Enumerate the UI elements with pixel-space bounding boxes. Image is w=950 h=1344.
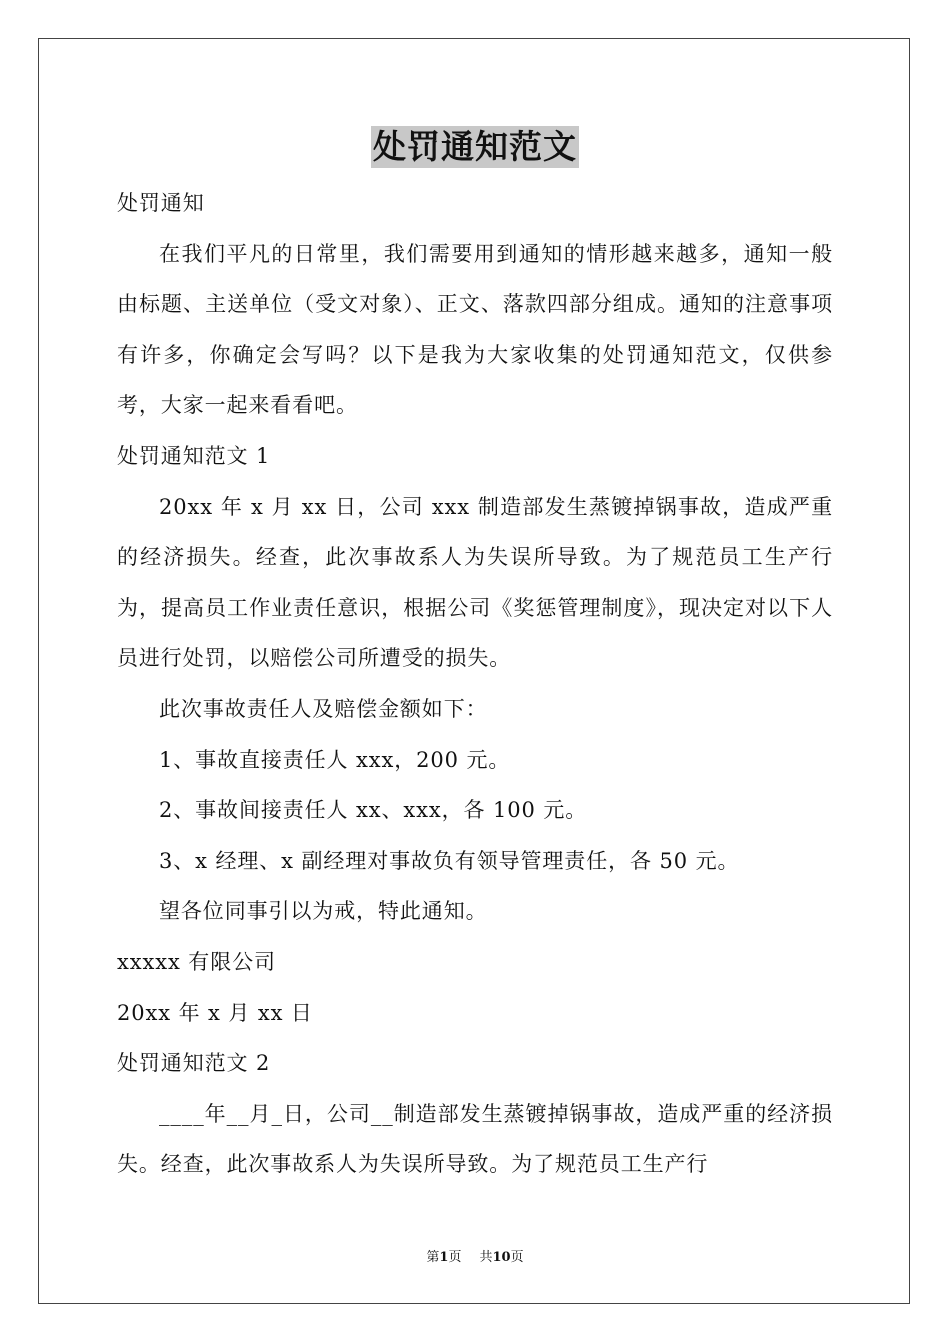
document-title: 处罚通知范文 [373,127,577,166]
page-current: 1 [439,1250,449,1265]
paragraph: 此次事故责任人及赔偿金额如下： [159,696,488,721]
document-body [117,178,833,1190]
page-footer [0,1246,950,1265]
paragraph: 20xx 年 x 月 xx 日，公司 xxx 制造部发生蒸镀掉锅事故，造成严重的经济损失。经查，此次事故系人为失误所导致。为了规范员工生产行为，提高员工作业责任意识，根据公司《奖惩管理制度》，现决定对以下人员进行处罚，以赔偿公司所遭受的损失。 [117,494,833,671]
page-total: 10 [492,1250,511,1265]
paragraph: 在我们平凡的日常里，我们需要用到通知的情形越来越多，通知一般由标题、主送单位（受文对象）、正文、落款四部分组成。通知的注意事项有许多，你确定会写吗？以下是我为大家收集的处罚通知范文，仅供参考，大家一起来看看吧。 [117,241,833,418]
signature-date: 20xx 年 x 月 xx 日 [117,1000,313,1025]
total-label-post: 页 [510,1250,524,1265]
paragraph: 处罚通知 [117,191,205,215]
page-label-mid: 页 [448,1250,462,1265]
list-item: 2、事故间接责任人 xx、xxx，各 100 元。 [159,798,588,823]
section-heading: 处罚通知范文 2 [117,1051,271,1076]
signature-company: xxxxx 有限公司 [117,949,276,974]
total-label-pre: 共 [479,1250,493,1265]
page-label-pre: 第 [426,1250,440,1265]
list-item: 3、x 经理、x 副经理对事故负有领导管理责任，各 50 元。 [159,848,740,873]
title-container [0,126,950,168]
list-item: 1、事故直接责任人 xxx，200 元。 [159,747,511,772]
paragraph: ____年__月_日，公司__制造部发生蒸镀掉锅事故，造成严重的经济损失。经查，此次事故系人为失误所导致。为了规范员工生产行 [117,1101,833,1177]
section-heading: 处罚通知范文 1 [117,443,271,468]
paragraph: 望各位同事引以为戒，特此通知。 [159,899,488,924]
